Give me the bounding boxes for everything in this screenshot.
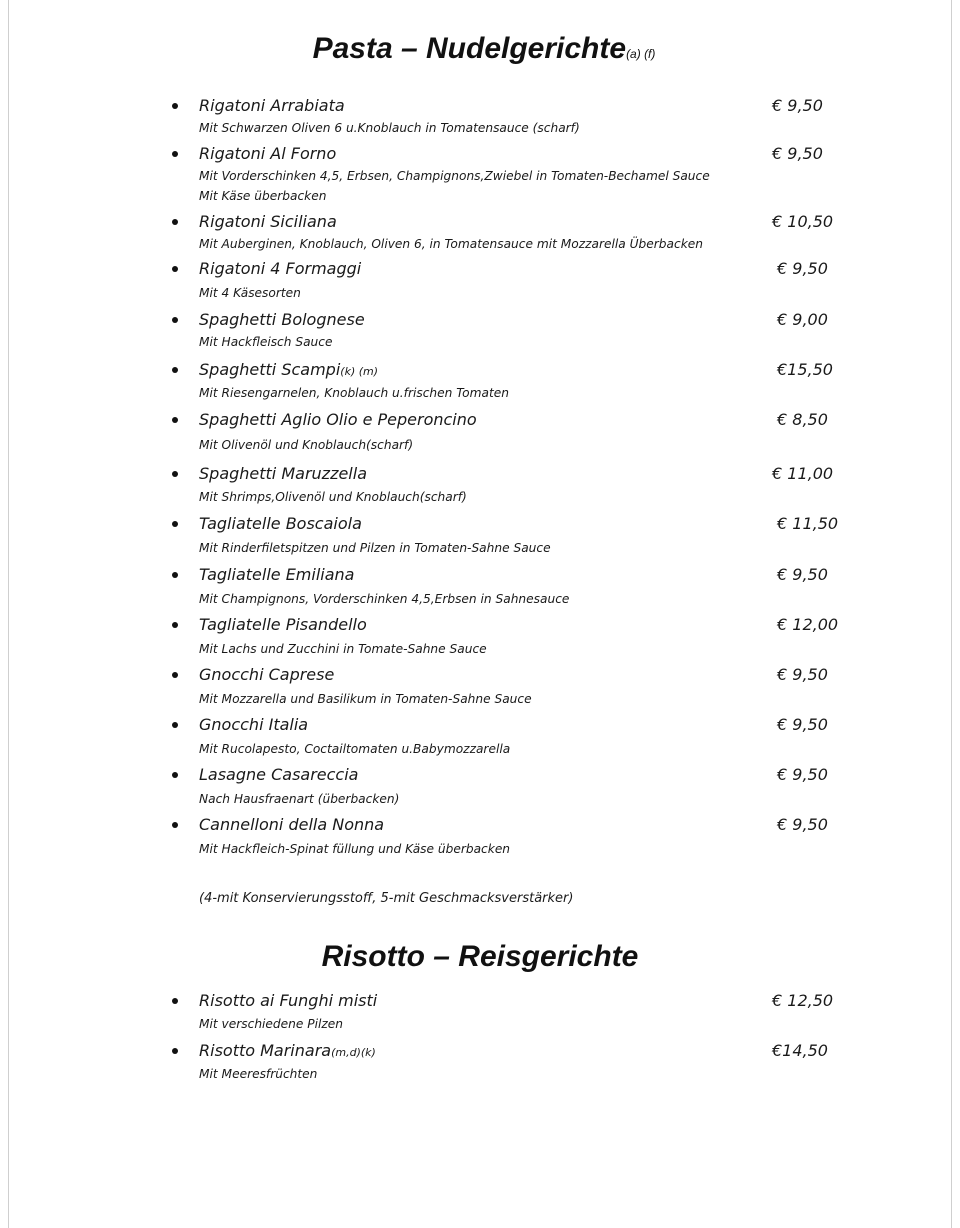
dish-name (199, 565, 354, 584)
dish-price: € 12,00 (777, 615, 839, 634)
dish-name (199, 410, 477, 429)
dish-name (199, 259, 361, 278)
bullet-icon (172, 772, 178, 778)
dish-description: Mit Champignons, Vorderschinken 4,5,Erbsen in Sahnesauce (199, 592, 570, 606)
dish-price: € 11,50 (777, 514, 839, 533)
bullet-icon (172, 521, 178, 527)
page-right-edge (951, 0, 952, 1228)
bullet-icon (172, 103, 178, 109)
dish-price: € 12,50 (772, 991, 834, 1010)
dish-price: € 10,50 (772, 212, 834, 231)
bullet-icon (172, 998, 178, 1004)
dish-name (199, 360, 378, 379)
allergen-tag: (k) (m) (340, 365, 379, 378)
dish-description: Mit 4 Käsesorten (199, 286, 301, 300)
dish-name-text: Gnocchi Italia (199, 715, 309, 734)
dish-name-text: Spaghetti Aglio Olio e Peperoncino (199, 410, 477, 429)
dish-name-text: Rigatoni Siciliana (199, 212, 337, 231)
bullet-icon (172, 672, 178, 678)
dish-name (199, 1041, 376, 1060)
bullet-icon (172, 471, 178, 477)
dish-description: Mit Käse überbacken (199, 189, 327, 203)
dish-name-text: Rigatoni Arrabiata (199, 96, 345, 115)
bullet-icon (172, 367, 178, 373)
dish-price: €14,50 (772, 1041, 828, 1060)
dish-description: Mit Schwarzen Oliven 6 u.Knoblauch in Tomatensauce (scharf) (199, 121, 580, 135)
dish-price: € 9,50 (777, 665, 828, 684)
dish-name-text: Spaghetti Scampi (199, 360, 341, 379)
bullet-icon (172, 1048, 178, 1054)
dish-description: Mit Rinderfiletspitzen und Pilzen in Tomaten-Sahne Sauce (199, 541, 551, 555)
bullet-icon (172, 266, 178, 272)
dish-name-text: Spaghetti Maruzzella (199, 464, 367, 483)
dish-name (199, 514, 362, 533)
dish-description: Mit Mozzarella und Basilikum in Tomaten-Sahne Sauce (199, 692, 532, 706)
dish-description: Mit verschiedene Pilzen (199, 1017, 344, 1031)
dish-name-text: Rigatoni 4 Formaggi (199, 259, 362, 278)
dish-description: Mit Hackfleich-Spinat füllung und Käse überbacken (199, 842, 511, 856)
dish-name (199, 212, 337, 231)
dish-price: € 9,50 (772, 144, 823, 163)
additives-note: (4-mit Konservierungsstoff, 5-mit Geschmacksverstärker) (199, 891, 574, 906)
dish-price: € 9,50 (777, 565, 828, 584)
dish-name (199, 991, 377, 1010)
dish-price: € 9,50 (777, 715, 828, 734)
dish-price: € 9,50 (772, 96, 823, 115)
dish-price: € 9,50 (777, 815, 828, 834)
dish-name (199, 96, 345, 115)
bullet-icon (172, 572, 178, 578)
bullet-icon (172, 822, 178, 828)
dish-description: Mit Meeresfrüchten (199, 1067, 318, 1081)
dish-description: Mit Hackfleisch Sauce (199, 335, 333, 349)
page-left-edge (8, 0, 9, 1228)
bullet-icon (172, 317, 178, 323)
bullet-icon (172, 622, 178, 628)
allergen-tag: (m,d)(k) (331, 1046, 376, 1059)
dish-name-text: Tagliatelle Pisandello (199, 615, 367, 634)
dish-name-text: Risotto Marinara (199, 1041, 332, 1060)
dish-name-text: Cannelloni della Nonna (199, 815, 385, 834)
dish-price: € 9,50 (777, 259, 828, 278)
dish-name (199, 144, 336, 163)
dish-name (199, 665, 334, 684)
dish-name-text: Spaghetti Bolognese (199, 310, 365, 329)
dish-description: Mit Vorderschinken 4,5, Erbsen, Champignons,Zwiebel in Tomaten-Bechamel Sauce (199, 169, 710, 183)
dish-description: Mit Shrimps,Olivenöl und Knoblauch(scharf) (199, 490, 467, 504)
dish-name-text: Tagliatelle Emiliana (199, 565, 355, 584)
dish-description: Mit Riesengarnelen, Knoblauch u.frischen Tomaten (199, 386, 509, 400)
dish-description: Mit Auberginen, Knoblauch, Oliven 6, in Tomatensauce mit Mozzarella Überbacken (199, 237, 703, 251)
dish-name (199, 715, 308, 734)
dish-name (199, 765, 358, 784)
dish-price: € 9,00 (777, 310, 828, 329)
dish-price: €15,50 (777, 360, 833, 379)
dish-description: Mit Lachs und Zucchini in Tomate-Sahne Sauce (199, 642, 487, 656)
dish-price: € 9,50 (777, 765, 828, 784)
dish-price: € 11,00 (772, 464, 834, 483)
bullet-icon (172, 417, 178, 423)
pasta-allergen-tag: (a) (f) (626, 47, 656, 61)
dish-name (199, 815, 384, 834)
dish-name-text: Lasagne Casareccia (199, 765, 359, 784)
dish-name-text: Rigatoni Al Forno (199, 144, 337, 163)
dish-name (199, 310, 365, 329)
dish-name-text: Risotto ai Funghi misti (199, 991, 378, 1010)
dish-description: Nach Hausfraenart (überbacken) (199, 792, 400, 806)
dish-description: Mit Olivenöl und Knoblauch(scharf) (199, 438, 414, 452)
dish-name (199, 615, 367, 634)
bullet-icon (172, 722, 178, 728)
bullet-icon (172, 219, 178, 225)
pasta-section-title: Pasta – Nudelgerichte(a) (f) (312, 32, 656, 65)
dish-name (199, 464, 367, 483)
dish-price: € 8,50 (777, 410, 828, 429)
risotto-section-title: Risotto – Reisgerichte (321, 940, 639, 973)
dish-name-text: Gnocchi Caprese (199, 665, 335, 684)
bullet-icon (172, 151, 178, 157)
dish-description: Mit Rucolapesto, Coctailtomaten u.Babymozzarella (199, 742, 511, 756)
dish-name-text: Tagliatelle Boscaiola (199, 514, 362, 533)
